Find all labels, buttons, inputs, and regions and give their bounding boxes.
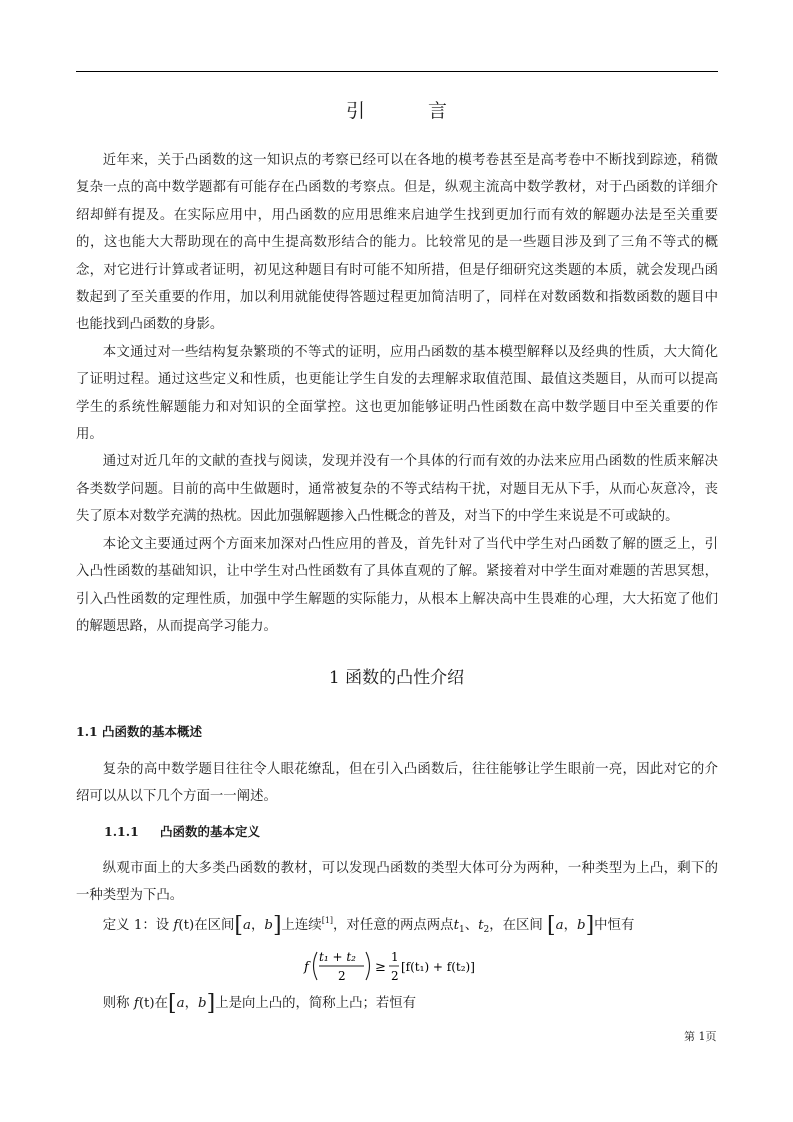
left-bracket: [	[168, 991, 177, 1016]
formula-f: f	[304, 960, 309, 975]
definition-text: 在区间	[194, 918, 235, 933]
formula-geq: ≥	[375, 960, 386, 975]
section-1-1-1-body	[76, 855, 718, 910]
left-bracket: [	[234, 913, 243, 938]
header-rule	[76, 71, 718, 72]
intro-section	[76, 147, 718, 640]
definition-text: 中恒有	[594, 918, 635, 933]
formula-rhs: [f(t₁) + f(t₂)]	[401, 960, 475, 974]
section-paragraph: 纵观市面上的大多类凸函数的教材，可以发现凸函数的类型大体可分为两种，一种类型为上凸，剩下的一种类型为下凸。	[76, 861, 718, 904]
section-heading-1-1	[76, 722, 202, 740]
then-text: 上是向上凸的，简称上凸；若恒有	[215, 996, 417, 1011]
intro-paragraph: 通过对近几年的文献的查找与阅读，发现并没有一个具体的行而有效的办法来应用凸函数的性质来解决各类数学问题。目前的高中生做题时，通常被复杂的不等式结构干扰，对题目无从下手，从而心灰意冷，丧失了原本对数学充满的热枕。因此加强解题掺入凸性概念的普及，对当下的中学生来说是不可或缺的。	[76, 454, 718, 525]
intro-paragraph: 本论文主要通过两个方面来加深对凸性应用的普及，首先针对了当代中学生对凸函数了解的匮乏上，引入凸性函数的基础知识，让中学生对凸性函数有了具体直观的了解。紧接着对中学生面对难题的苦思冥想，引入凸性函数的定理性质，加强中学生解题的实际能力，从根本上解决高中生畏难的心理，大大拓宽了他们的解题思路，从而提高学习能力。	[76, 536, 718, 634]
definition-text: 、	[464, 918, 479, 933]
interval-b: b	[198, 996, 207, 1011]
point-t2: t	[478, 918, 484, 933]
definition-text: ，对任意的两点两点	[333, 918, 454, 933]
section-number: 1.1	[76, 724, 98, 739]
point-t1-subscript: 1	[458, 925, 465, 935]
interval-sep: ，	[250, 918, 265, 933]
right-bracket: ]	[206, 991, 216, 1016]
function-symbol: f	[173, 918, 179, 933]
interval-sep: ，	[563, 918, 577, 933]
chapter-title: 1 函数的凸性介绍	[328, 668, 465, 688]
then-lead: 则称	[102, 996, 134, 1011]
interval-b: b	[264, 918, 273, 933]
interval-a: a	[242, 918, 251, 933]
then-text: 在	[154, 996, 169, 1011]
page-number: 第 1页	[684, 1030, 717, 1043]
formula-denominator: 2	[338, 969, 346, 983]
interval-sep: ，	[184, 996, 199, 1011]
formula-half-numerator: 1	[391, 950, 399, 964]
right-bracket: ]	[585, 913, 595, 938]
right-bracket: ]	[272, 913, 282, 938]
intro-paragraph: 本文通过对一些结构复杂繁琐的不等式的证明，应用凸函数的基本模型解释以及经典的性质，大大简化了证明过程。通过这些定义和性质，也更能让学生自发的去理解求取值范围、最值这类题目，从而可以提高学生的系统性解题能力和对知识的全面掌控。这也更加能够证明凸性函数在高中数学题目中至关重要的作用。	[76, 344, 718, 443]
section-title: 凸函数的基本定义	[160, 824, 261, 839]
formula-left-paren	[314, 952, 318, 980]
section-title: 凸函数的基本概述	[102, 724, 203, 739]
convexity-inequality-formula	[300, 944, 500, 988]
definition-lead: 定义 1：设	[102, 918, 174, 933]
interval-a: a	[555, 918, 564, 933]
section-number: 1.1.1	[104, 824, 139, 839]
left-bracket: [	[547, 913, 556, 938]
definition-text: 上连续	[281, 918, 322, 933]
definition-text: ，在区间	[489, 918, 548, 933]
section-paragraph: 复杂的高中数学题目往往令人眼花缭乱，但在引入凸函数后，往往能够让学生眼前一亮，因此对它的介绍可以从以下几个方面一一阐述。	[76, 762, 718, 805]
formula-half-denominator: 2	[391, 969, 399, 983]
formula-right-paren	[366, 952, 370, 980]
formula-numerator: t₁ + t₂	[319, 950, 356, 964]
point-t2-subscript: 2	[483, 925, 490, 935]
section-heading-1-1-1	[104, 822, 260, 840]
function-variable: (t)	[178, 918, 195, 933]
function-symbol: f	[133, 996, 139, 1011]
then-statement	[76, 991, 718, 1016]
page-title: 引 言	[345, 100, 469, 122]
interval-a: a	[176, 996, 185, 1011]
citation-reference: [1]	[321, 916, 334, 925]
interval-b: b	[577, 918, 586, 933]
definition-1	[76, 913, 718, 938]
section-1-1-body	[76, 756, 718, 811]
point-t1: t	[453, 918, 459, 933]
function-variable: (t)	[138, 996, 155, 1011]
intro-paragraph: 近年来，关于凸函数的这一知识点的考察已经可以在各地的模考卷甚至是高考卷中不断找到踪迹，稍微复杂一点的高中数学题都有可能存在凸函数的考察点。但是，纵观主流高中数学教材，对于凸函数的详细介绍却鲜有提及。在实际应用中，用凸函数的应用思维来启迪学生找到更加行而有效的解题办法是至关重要的，这也能大大帮助现在的高中生提高数形结合的能力。比较常见的是一些题目涉及到了三角不等式的概念，对它进行计算或者证明，初见这种题目有时可能不知所措，但是仔细研究这类题的本质，就会发现凸函数起到了至关重要的作用，加以利用就能使得答题过程更加简洁明了，同样在对数函数和指数函数的题目中也能找到凸函数的身影。	[76, 153, 718, 333]
